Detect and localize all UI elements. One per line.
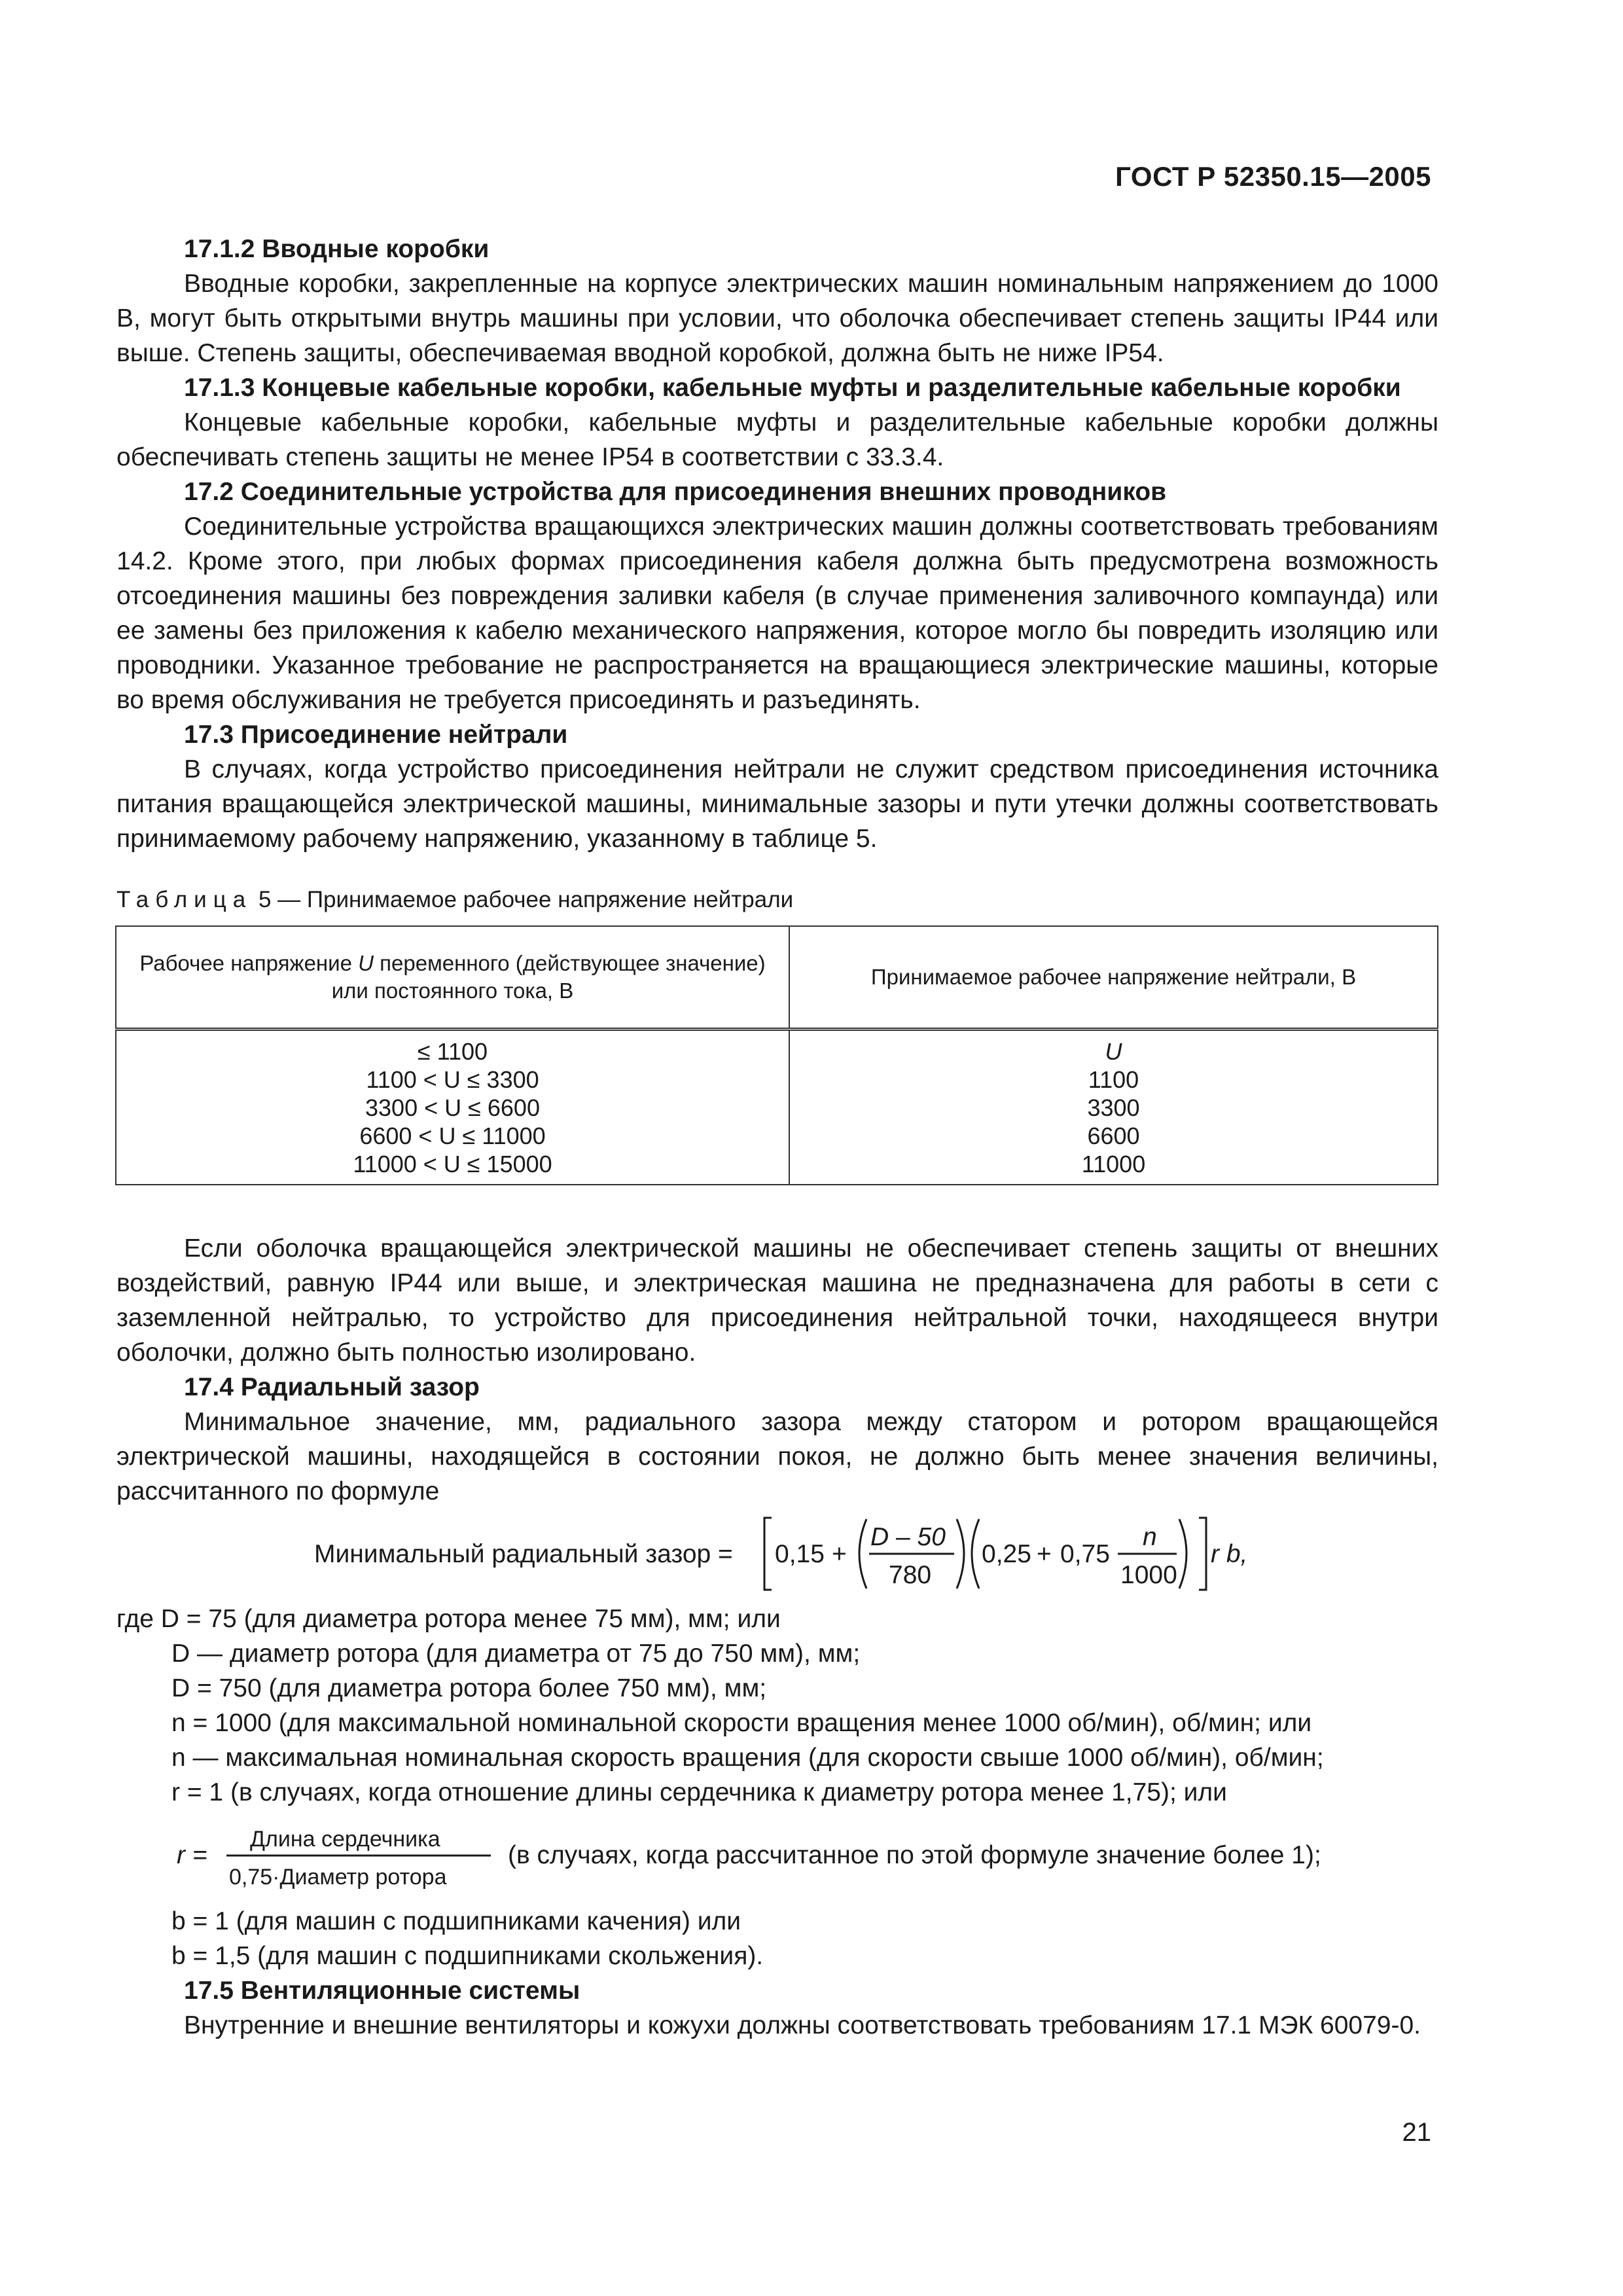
formula-coef-075: 0,75 [1060,1540,1110,1568]
section-17-1-3-title: 17.1.3 Концевые кабельные коробки, кабельные муфты и разделительные кабельные коробки [184,374,1401,402]
table-5 [115,925,1438,1185]
neutral-voltage-value: 1100 [1088,1066,1139,1093]
page-number: 21 [1402,2118,1431,2147]
neutral-voltage-value: 6600 [1087,1122,1140,1149]
b-coefficient-line: b = 1,5 (для машин с подшипниками скольжения). [171,1942,764,1970]
section-17-3-title: 17.3 Присоединение нейтрали [184,721,568,749]
neutral-voltage-value: U [1105,1037,1122,1065]
document-body [116,232,1438,2043]
variable-definition-line: D — диаметр ротора (для диаметра от 75 до 750 мм), мм; [171,1640,861,1668]
table-row [116,1030,1438,1185]
section-17-3-text: В случаях, когда устройство присоединения нейтрали не служит средством присоединения источника питания вращающейся электрической машины, минимальные зазоры и пути утечки должны соответствовать принимаемому рабочему напряжению, указанному в таблице 5. [116,755,1438,853]
neutral-isolation-text: Если оболочка вращающейся электрической машины не обеспечивает степень защиты от внешних воздействий, равную IP44 или выше, и электрическая машина не предназначена для работы в сети с заземленной нейтралью, то устройство для присоединения нейтральной точки, находящееся внутри оболочки, должно быть полностью изолировано. [116,1234,1438,1367]
header-text-a: Рабочее напряжение [139,951,359,975]
section-17-4-text: Минимальное значение, мм, радиального зазора между статором и ротором вращающейся электрической машины, находящейся в состоянии покоя, не должно быть менее значения величины, рассчитанного по формуле [116,1408,1438,1505]
variable-definition-line: где D = 75 (для диаметра ротора менее 75 мм), мм; или [116,1605,781,1633]
table-caption-title: 5 — Принимаемое рабочее напряжение нейтрали [252,887,794,912]
variable-definition-line: n = 1000 (для максимальной номинальной скорости вращения менее 1000 об/мин), об/мин; или [171,1709,1312,1737]
formula-plus-1: + [832,1540,847,1568]
variable-definition-line: D = 750 (для диаметра ротора более 750 мм), мм; [171,1674,767,1702]
r-formula-note: (в случаях, когда рассчитанное по этой формуле значение более 1); [508,1841,1321,1869]
table-5-caption [116,885,1438,915]
right-paren [957,1519,964,1588]
right-square-bracket [1199,1518,1206,1590]
r-formula-lhs: r = [177,1841,207,1869]
b-coefficient-line: b = 1 (для машин с подшипниками качения) или [171,1907,741,1935]
standard-header: ГОСТ Р 52350.15—2005 [1115,161,1431,192]
formula-lhs: Минимальный радиальный зазор = [314,1540,733,1568]
bearing-coefficients [116,1904,1438,1973]
table-cell-neutral-voltage [789,1030,1438,1185]
formula-num-2: n [1143,1523,1157,1551]
table-header-working-voltage [116,926,789,1030]
variable-definitions [116,1602,1438,1810]
table-header-neutral-voltage: Принимаемое рабочее напряжение нейтрали, В [789,926,1438,1030]
neutral-voltage-value: 3300 [1087,1094,1140,1121]
section-17-5-text: Внутренние и внешние вентиляторы и кожухи должны соответствовать требованиям 17.1 МЭК 60079-0. [184,2011,1421,2039]
formula-svg [116,1513,1438,1595]
working-voltage-value: 11000 < U ≤ 15000 [353,1150,552,1177]
section-17-2-title: 17.2 Соединительные устройства для присоединения внешних проводников [184,478,1167,506]
table-cell-working-voltage [116,1030,789,1185]
section-17-1-2-title: 17.1.2 Вводные коробки [184,235,490,263]
header-text-b: переменного (действующее значение) или постоянного тока, В [331,951,766,1003]
formula-den-1: 780 [889,1561,932,1589]
formula-den-2: 1000 [1120,1561,1177,1589]
variable-definition-line: n — максимальная номинальная скорость вращения (для скорости свыше 1000 об/мин), об/мин; [171,1744,1324,1772]
right-paren [1179,1519,1186,1588]
section-17-1-3-text: Концевые кабельные коробки, кабельные муфты и разделительные кабельные коробки должны обеспечивать степень защиты не менее IP54 в соответствии с 33.3.4. [116,408,1438,471]
working-voltage-value: 1100 < U ≤ 3300 [366,1066,539,1093]
section-17-2-text: Соединительные устройства вращающихся электрических машин должны соответствовать требованиям 14.2. Кроме этого, при любых формах присоединения кабеля должна быть предусмотрена возможность отсоединения машины без повреждения заливки кабеля (в случае применения заливочного компаунда) или ее замены без приложения к кабелю механического напряжения, которое могло бы повредить изоляцию или проводники. Указанное требование не распространяется на вращающиеся электрические машины, которые во время обслуживания не требуется присоединять и разъединять. [116,512,1438,714]
left-square-bracket [764,1518,772,1590]
formula-coef-015: 0,15 [775,1540,825,1568]
working-voltage-value: 6600 < U ≤ 11000 [359,1122,546,1149]
formula-num-1: D – 50 [870,1523,946,1551]
left-paren [972,1519,979,1588]
r-formula-denominator: 0,75·Диаметр ротора [229,1865,447,1890]
table-caption-label: Таблица [116,887,253,912]
formula-plus-2: + [1037,1540,1052,1568]
r-ratio-formula [116,1815,1438,1899]
variable-definition-line: r = 1 (в случаях, когда отношение длины сердечника к диаметру ротора менее 1,75); или [171,1778,1227,1806]
r-formula-numerator: Длина сердечника [250,1827,440,1852]
radial-gap-formula [116,1513,1438,1595]
section-17-5-title: 17.5 Вентиляционные системы [184,1977,580,2005]
working-voltage-value: 3300 < U ≤ 6600 [365,1094,540,1121]
working-voltage-value: ≤ 1100 [417,1037,488,1065]
r-formula-svg [116,1815,1438,1899]
left-paren [859,1519,866,1588]
neutral-voltage-value: 11000 [1081,1150,1146,1177]
header-text-u: U [358,951,374,975]
section-17-4-title: 17.4 Радиальный зазор [184,1373,480,1401]
formula-coef-025: 0,25 [982,1540,1031,1568]
section-17-1-2-text: Вводные коробки, закрепленные на корпусе электрических машин номинальным напряжением до 1000 В, могут быть открытыми внутрь машины при условии, что оболочка обеспечивает степень защиты IP44 или выше. Степень защиты, обеспечиваемая вводной коробкой, должна быть не ниже IP54. [116,270,1438,367]
formula-tail: r b, [1211,1540,1248,1568]
